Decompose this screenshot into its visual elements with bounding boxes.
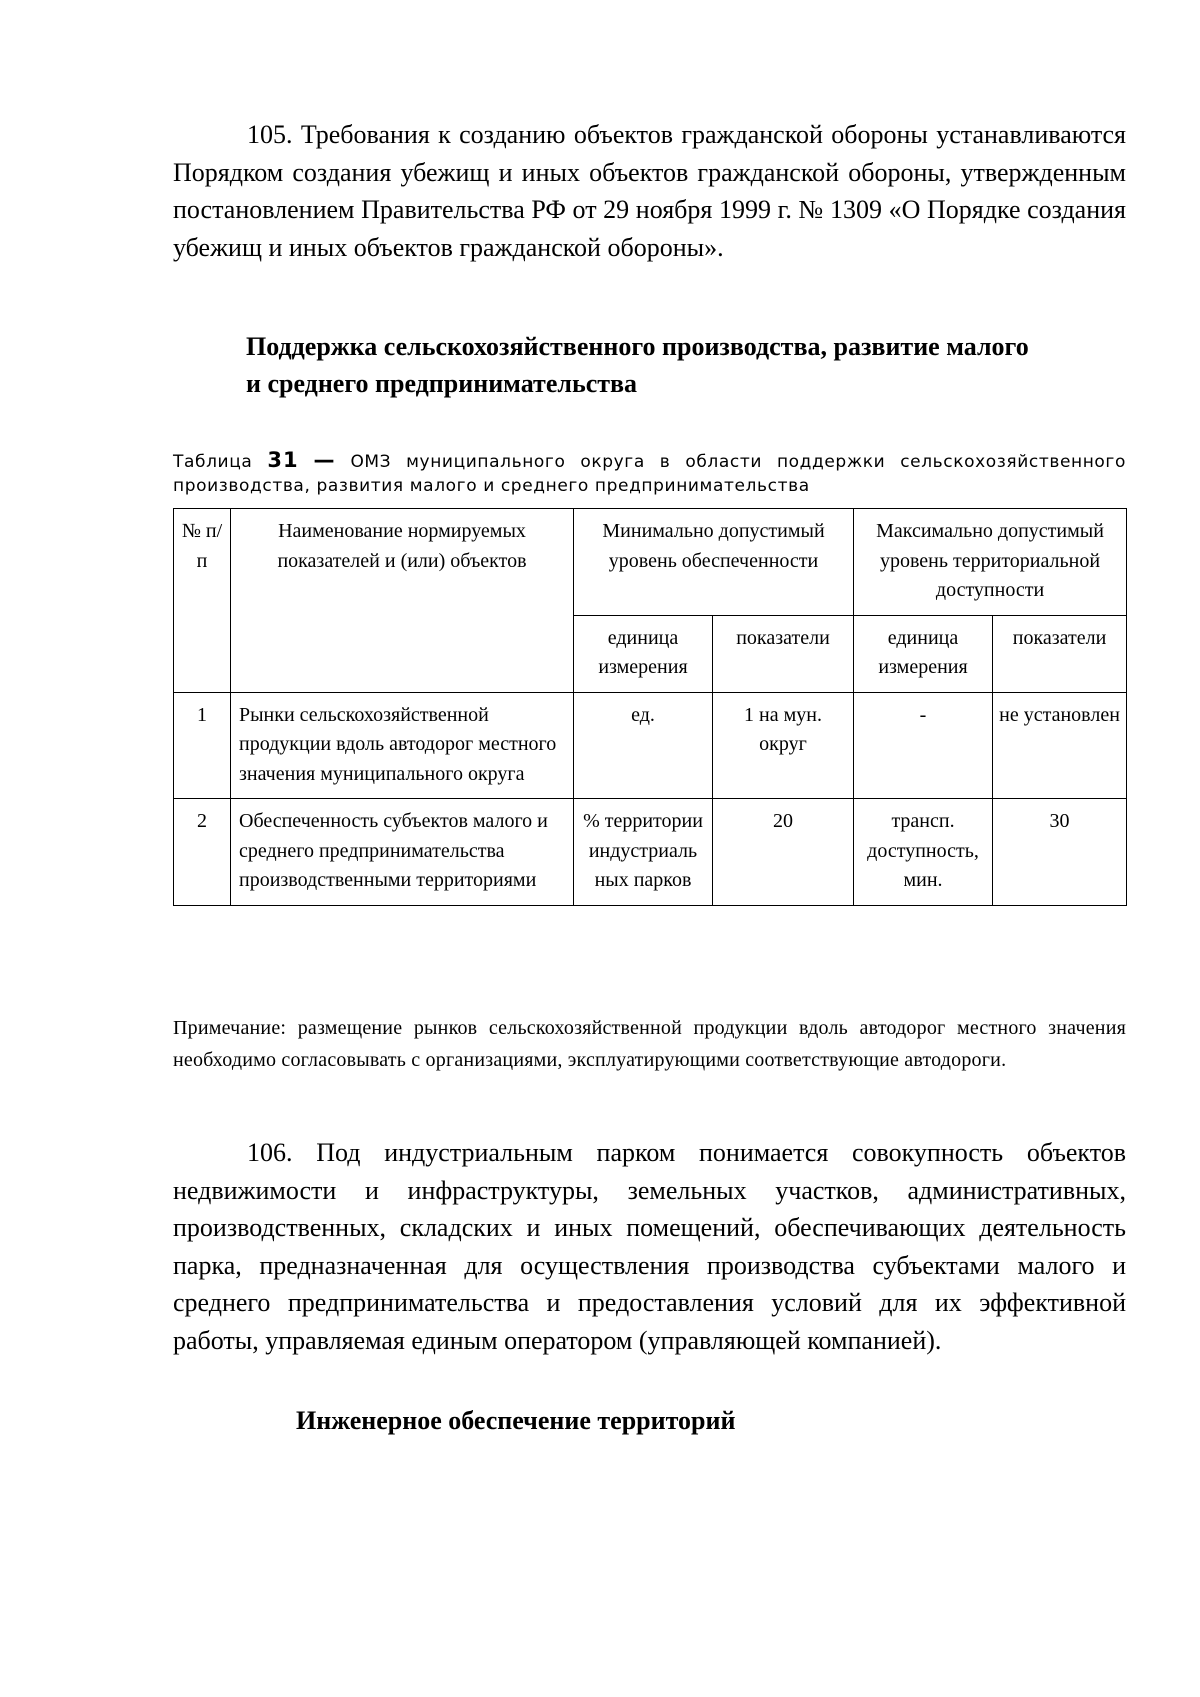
paragraph-106-text: Под индустриальным парком понимается совокупность объектов недвижимости и инфраструктуры, земельных участков, административных, производственных, складских и иных помещений, обеспечивающих деятельность парка, предназначенная для осуществления производства субъектами малого и среднего предпринимательства и предоставления условий для их эффективной работы, управляемая единым оператором (управляющей компанией).	[173, 1138, 1127, 1355]
table-header-row	[174, 509, 1127, 616]
cell-min-value: 1 на мун. округ	[713, 692, 854, 799]
table-caption-text: ОМЗ муниципального округа в области поддержки сельскохозяйственного производства, развития малого и среднего предпринимательства	[173, 452, 1126, 496]
section-heading-line-1: Поддержка сельскохозяйственного производства, развитие малого	[246, 332, 1029, 361]
cell-name: Обеспеченность субъектов малого и среднего предпринимательства производственными территориями	[231, 799, 574, 906]
cell-num: 1	[174, 692, 231, 799]
cell-name: Рынки сельскохозяйственной продукции вдоль автодорог местного значения муниципального округа	[231, 692, 574, 799]
paragraph-106	[173, 1134, 1126, 1359]
table-caption-prefix: Таблица	[173, 452, 253, 472]
cell-min-unit: % территории индустриаль ных парков	[574, 799, 713, 906]
table-note: Примечание: размещение рынков сельскохозяйственной продукции вдоль автодорог местного значения необходимо согласовывать с организациями, эксплуатирующими соответствующие автодороги.	[173, 1017, 1126, 1071]
section-heading-support	[246, 328, 1126, 402]
header-max-access: Максимально допустимый уровень территориальной доступности	[854, 509, 1127, 616]
paragraph-105-number: 105.	[247, 120, 293, 149]
cell-min-unit: ед.	[574, 692, 713, 799]
norms-table	[173, 508, 1127, 906]
header-min-level: Минимально допустимый уровень обеспеченности	[574, 509, 854, 616]
cell-max-unit: трансп. доступность, мин.	[854, 799, 993, 906]
cell-max-unit: -	[854, 692, 993, 799]
section-heading-engineering: Инженерное обеспечение территорий	[296, 1406, 736, 1435]
table-row	[174, 692, 1127, 799]
cell-min-value: 20	[713, 799, 854, 906]
paragraph-105	[173, 116, 1126, 266]
paragraph-106-number: 106.	[247, 1138, 293, 1167]
header-name: Наименование нормируемых показателей и (или) объектов	[231, 509, 574, 693]
cell-num: 2	[174, 799, 231, 906]
section-heading-line-2: и среднего предпринимательства	[246, 369, 638, 398]
paragraph-105-text: Требования к созданию объектов гражданской обороны устанавливаются Порядком создания убежищ и иных объектов гражданской обороны, утвержденным постановлением Правительства РФ от 29 ноября 1999 г. № 1309 «О Порядке создания убежищ и иных объектов гражданской обороны».	[173, 120, 1127, 262]
header-num: № п/п	[174, 509, 231, 693]
table-caption	[173, 448, 1126, 498]
table-row	[174, 799, 1127, 906]
table-caption-dash: —	[313, 448, 336, 472]
cell-max-value: не установлен	[993, 692, 1127, 799]
subheader-max-value: показатели	[993, 615, 1127, 692]
subheader-min-unit: единица измерения	[574, 615, 713, 692]
subheader-min-value: показатели	[713, 615, 854, 692]
table-caption-number: 31	[267, 448, 299, 472]
subheader-max-unit: единица измерения	[854, 615, 993, 692]
cell-max-value: 30	[993, 799, 1127, 906]
